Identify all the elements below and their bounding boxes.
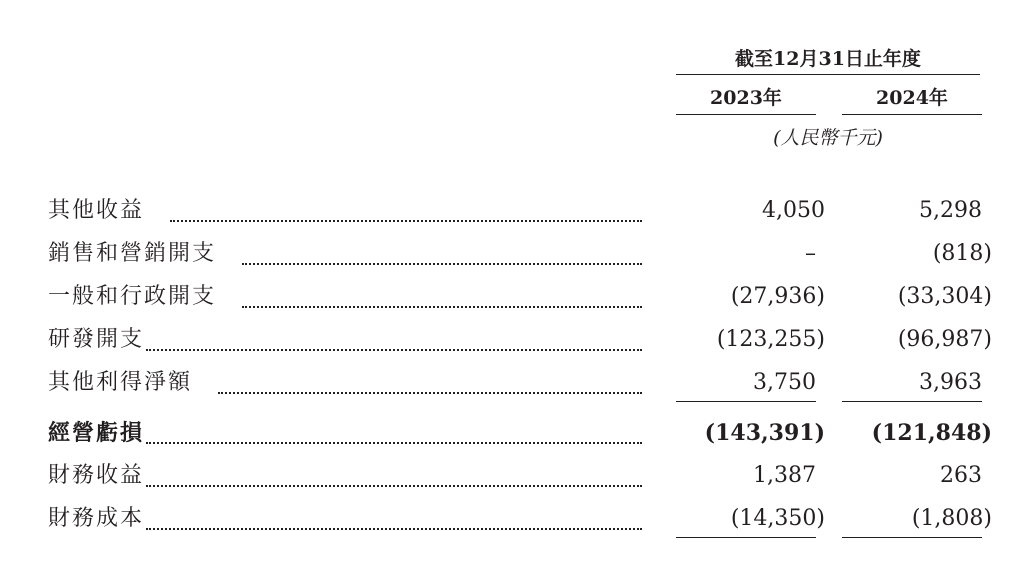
table-row [0,458,1024,494]
dot-leader [242,263,642,265]
table-row [0,236,1024,272]
row-label: 其他利得淨額 [48,370,193,395]
row-label: 一般和行政開支 [48,284,217,309]
row-label: 財務收益 [48,463,145,488]
unit-label: (人民幣千元) [773,127,883,149]
header-2023-underline [676,114,816,115]
value-2023: 3,750 [753,370,816,395]
dot-leader [146,349,642,351]
value-2024: (33,304) [897,284,992,309]
dot-leader [146,485,642,487]
value-2023: (27,936) [730,284,825,309]
dot-leader [146,528,642,530]
value-2023: (123,255) [716,327,825,352]
column-period-header: 截至12月31日止年度 [735,48,921,70]
dot-leader [146,442,642,444]
value-2024: (1,808) [911,506,992,531]
value-2024: (96,987) [897,327,992,352]
value-2023: (143,391) [704,420,825,446]
value-2024: 3,963 [919,370,982,395]
value-2023: 1,387 [753,463,816,488]
column-header-2024: 2024年 [876,87,948,109]
value-2024: 263 [940,463,982,488]
row-label: 財務成本 [48,506,145,531]
subtotal-rule-2024 [842,401,982,402]
row-label: 研發開支 [48,327,145,352]
bottom-rule-2023 [676,537,816,538]
row-label: 銷售和營銷開支 [48,241,217,266]
header-2024-underline [842,114,982,115]
dot-leader [170,220,642,222]
table-row [0,322,1024,358]
row-label: 其他收益 [48,198,145,223]
value-2023: 4,050 [762,198,825,223]
value-2023: – [805,241,816,266]
period-underline [676,74,980,75]
table-row [0,279,1024,315]
column-header-2023: 2023年 [710,87,782,109]
value-2024: (818) [932,241,992,266]
subtotal-rule-2023 [676,401,816,402]
table-row [0,193,1024,229]
table-row [0,501,1024,537]
bottom-rule-2024 [842,537,982,538]
dot-leader [242,306,642,308]
value-2024: 5,298 [919,198,982,223]
row-label: 經營虧損 [48,420,145,446]
value-2024: (121,848) [871,420,992,446]
table-row-total [0,415,1024,451]
value-2023: (14,350) [730,506,825,531]
table-row [0,365,1024,401]
dot-leader [218,392,642,394]
